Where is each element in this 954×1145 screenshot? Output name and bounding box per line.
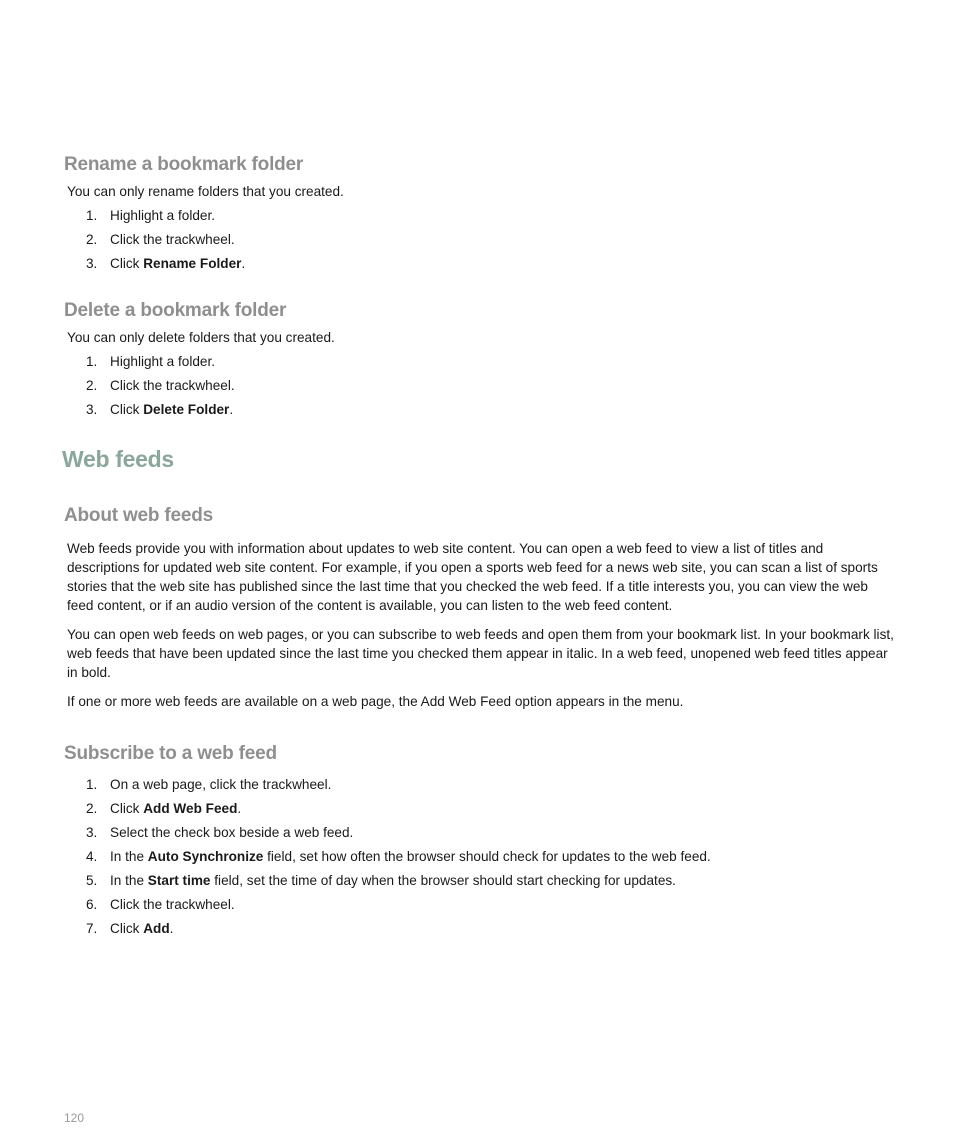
step-number: 2.: [86, 378, 98, 393]
step-number: 6.: [86, 897, 98, 912]
step-text-end: field, set how often the browser should check for updates to the web feed.: [263, 849, 711, 864]
step-text: Highlight a folder.: [110, 354, 216, 369]
step-number: 3.: [86, 825, 98, 840]
step-item: [86, 797, 711, 821]
step-number: 1.: [86, 208, 98, 223]
step-text-end: .: [229, 402, 234, 417]
step-text: Click: [110, 921, 144, 936]
step-item: [86, 845, 711, 869]
subscribe-heading: Subscribe to a web feed: [64, 743, 277, 764]
step-item: [86, 773, 711, 797]
step-item: [86, 204, 245, 228]
step-item: [86, 821, 711, 845]
step-number: 3.: [86, 402, 98, 417]
step-number: 5.: [86, 873, 98, 888]
step-text: Click the trackwheel.: [110, 232, 235, 247]
delete-folder-steps: [86, 350, 235, 422]
about-web-feeds-heading: About web feeds: [64, 505, 214, 526]
step-command: Add: [143, 921, 170, 936]
step-item: [86, 398, 235, 422]
step-item: [86, 252, 245, 276]
step-number: 2.: [86, 801, 98, 816]
step-text: Select the check box beside a web feed.: [110, 825, 354, 840]
step-number: 1.: [86, 354, 98, 369]
delete-folder-heading: Delete a bookmark folder: [64, 300, 287, 321]
step-text-end: field, set the time of day when the browser should start checking for updates.: [210, 873, 676, 888]
rename-folder-intro: You can only rename folders that you created.: [67, 184, 344, 199]
step-item: [86, 869, 711, 893]
rename-folder-heading: Rename a bookmark folder: [64, 154, 304, 175]
step-text: Click the trackwheel.: [110, 897, 235, 912]
step-command: Rename Folder: [143, 256, 242, 271]
step-item: [86, 228, 245, 252]
about-paragraph-2: You can open web feeds on web pages, or you can subscribe to web feeds and open them from your bookmark list. In your bookmark list, web feeds that have been updated since the last time you checked them appear in italic. In a web feed, unopened web feed titles appear in bold.: [67, 627, 894, 680]
about-paragraph-1: Web feeds provide you with information about updates to web site content. You can open a web feed to view a list of titles and descriptions for updated web site content. For example, if you open a sports web feed for a news web site, you can scan a list of sports stories that the web site has published since the last time that you checked the web feed. If a title interests you, you can view the web feed content, or if an audio version of the content is available, you can listen to the web feed content.: [67, 541, 878, 613]
about-paragraph-3: If one or more web feeds are available on a web page, the Add Web Feed option appears in the menu.: [67, 694, 684, 709]
step-number: 2.: [86, 232, 98, 247]
step-number: 7.: [86, 921, 98, 936]
step-text: Click: [110, 801, 144, 816]
step-text-end: .: [241, 256, 246, 271]
step-number: 1.: [86, 777, 98, 792]
step-item: [86, 350, 235, 374]
step-text-end: .: [237, 801, 242, 816]
step-text-end: .: [169, 921, 174, 936]
step-item: [86, 893, 711, 917]
step-text: On a web page, click the trackwheel.: [110, 777, 332, 792]
step-command: Auto Synchronize: [147, 849, 264, 864]
rename-folder-steps: [86, 204, 245, 276]
step-number: 4.: [86, 849, 98, 864]
page-number: 120: [64, 1111, 85, 1125]
step-text: Click: [110, 402, 144, 417]
step-command: Add Web Feed: [143, 801, 238, 816]
step-text: In the: [110, 873, 148, 888]
step-text: In the: [110, 849, 148, 864]
step-item: [86, 917, 711, 941]
step-command: Start time: [147, 873, 211, 888]
step-number: 3.: [86, 256, 98, 271]
web-feeds-title: Web feeds: [62, 446, 174, 472]
step-command: Delete Folder: [143, 402, 230, 417]
delete-folder-intro: You can only delete folders that you created.: [67, 330, 335, 345]
step-item: [86, 374, 235, 398]
subscribe-steps: [86, 773, 711, 941]
step-text: Click: [110, 256, 144, 271]
step-text: Click the trackwheel.: [110, 378, 235, 393]
step-text: Highlight a folder.: [110, 208, 216, 223]
